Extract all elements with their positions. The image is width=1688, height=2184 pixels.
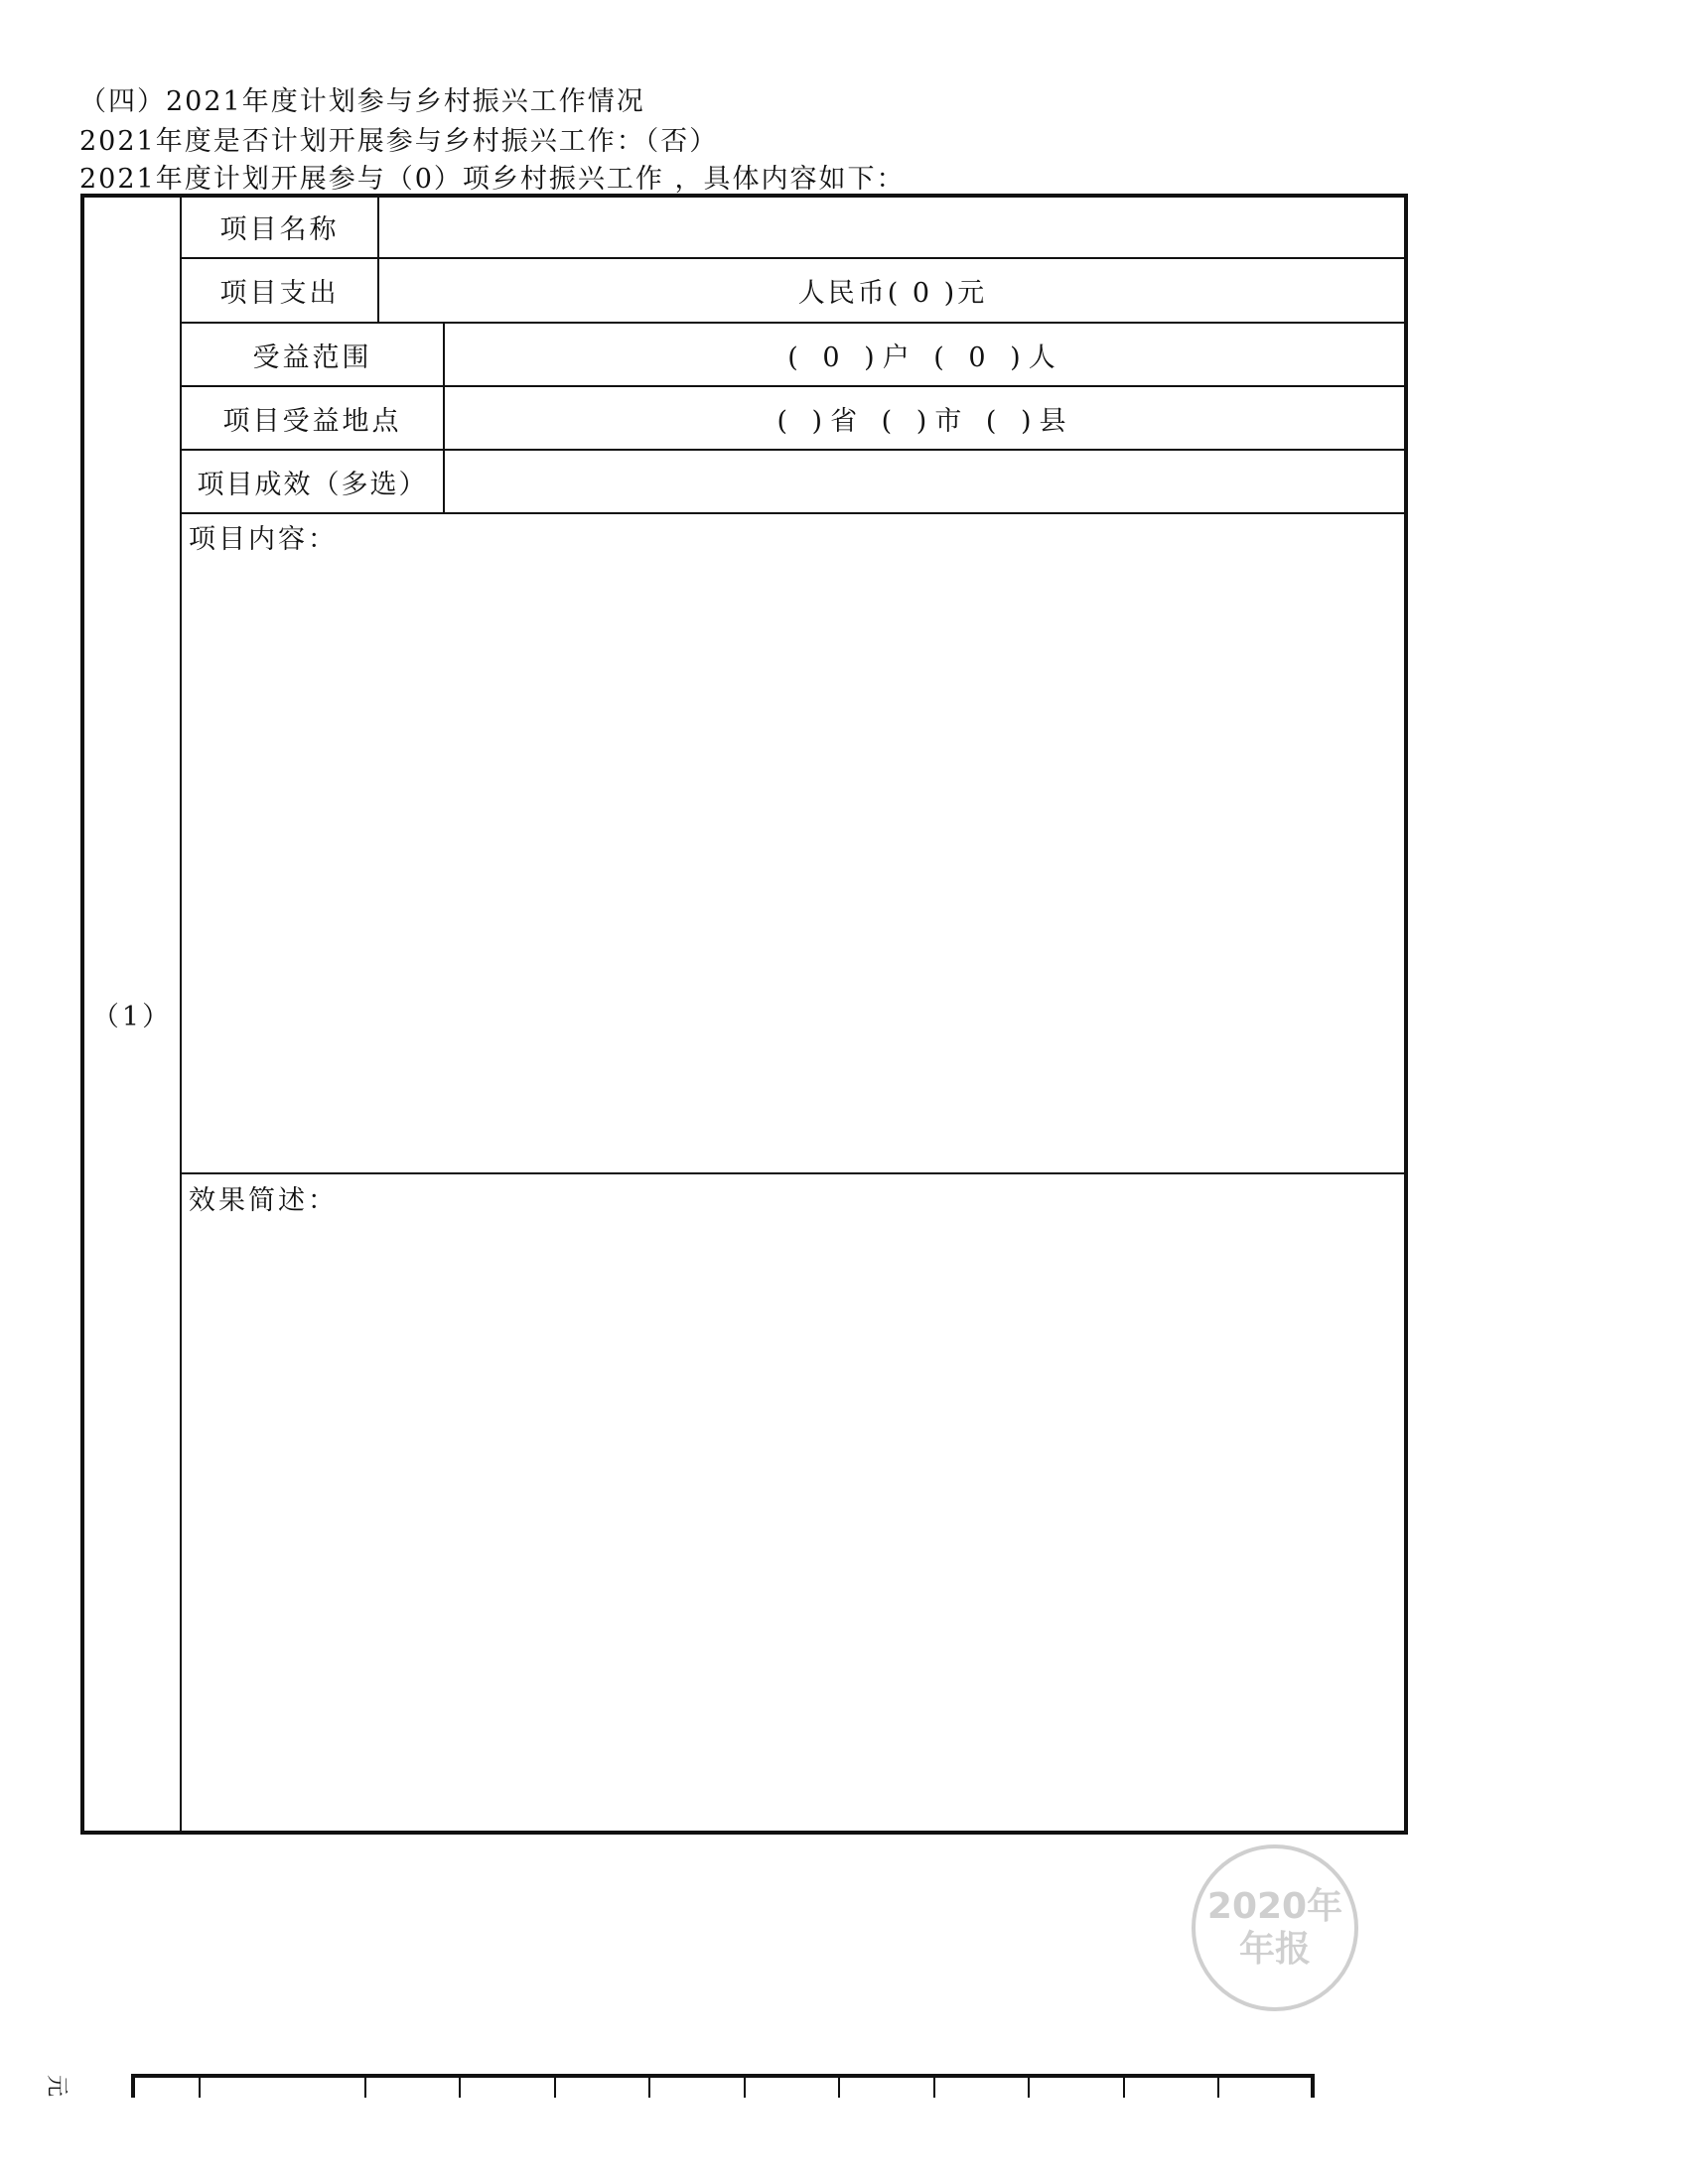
stamp-year: 2020年 xyxy=(1206,1885,1343,1927)
next-table-column-line xyxy=(838,2074,840,2098)
next-table-column-line xyxy=(933,2074,935,2098)
project-effect-field[interactable] xyxy=(445,451,1406,512)
next-table-column-line xyxy=(1028,2074,1030,2098)
next-table-column-line xyxy=(1123,2074,1125,2098)
project-content-area[interactable] xyxy=(182,556,1406,1170)
annual-report-stamp xyxy=(1192,1844,1358,2011)
next-table-top-border xyxy=(131,2074,1315,2078)
next-table-column-line xyxy=(1217,2074,1219,2098)
project-effect-label: 项目成效（多选） xyxy=(197,469,428,500)
project-name-label: 项目名称 xyxy=(219,213,340,245)
next-table-column-line xyxy=(459,2074,461,2098)
next-table-column-line xyxy=(364,2074,366,2098)
next-table-column-line xyxy=(648,2074,650,2098)
effect-summary-area[interactable] xyxy=(182,1217,1406,1831)
beneficiary-location-value: ( )省 ( )市 ( )县 xyxy=(776,405,1074,437)
next-table-column-line xyxy=(131,2074,135,2098)
effect-summary-label: 效果简述： xyxy=(189,1184,338,1216)
next-table-column-line xyxy=(554,2074,556,2098)
row-divider xyxy=(180,512,1406,514)
beneficiary-scope-label: 受益范围 xyxy=(252,341,372,373)
row-divider xyxy=(180,1172,1406,1174)
beneficiary-location-label: 项目受益地点 xyxy=(222,405,402,437)
stamp-text: 年报 xyxy=(1238,1929,1311,1970)
next-table-column-line xyxy=(1311,2074,1315,2098)
next-table-column-line xyxy=(199,2074,201,2098)
beneficiary-scope-value: ( 0 )户 ( 0 )人 xyxy=(787,341,1063,373)
row-index: （1） xyxy=(91,1002,173,1032)
cut-off-label: 元 xyxy=(44,2075,69,2098)
next-table-column-line xyxy=(744,2074,746,2098)
plan-count: 2021年度计划开展参与（0）项乡村振兴工作 ，具体内容如下： xyxy=(79,164,906,195)
plan-question: 2021年度是否计划开展参与乡村振兴工作：（否） xyxy=(79,126,719,157)
project-content-label: 项目内容： xyxy=(189,523,338,555)
section-title: （四）2021年度计划参与乡村振兴工作情况 xyxy=(79,86,645,117)
project-expense-value: 人民币( 0 )元 xyxy=(797,278,988,309)
project-expense-label: 项目支出 xyxy=(219,278,340,309)
project-name-field[interactable] xyxy=(379,196,1406,257)
